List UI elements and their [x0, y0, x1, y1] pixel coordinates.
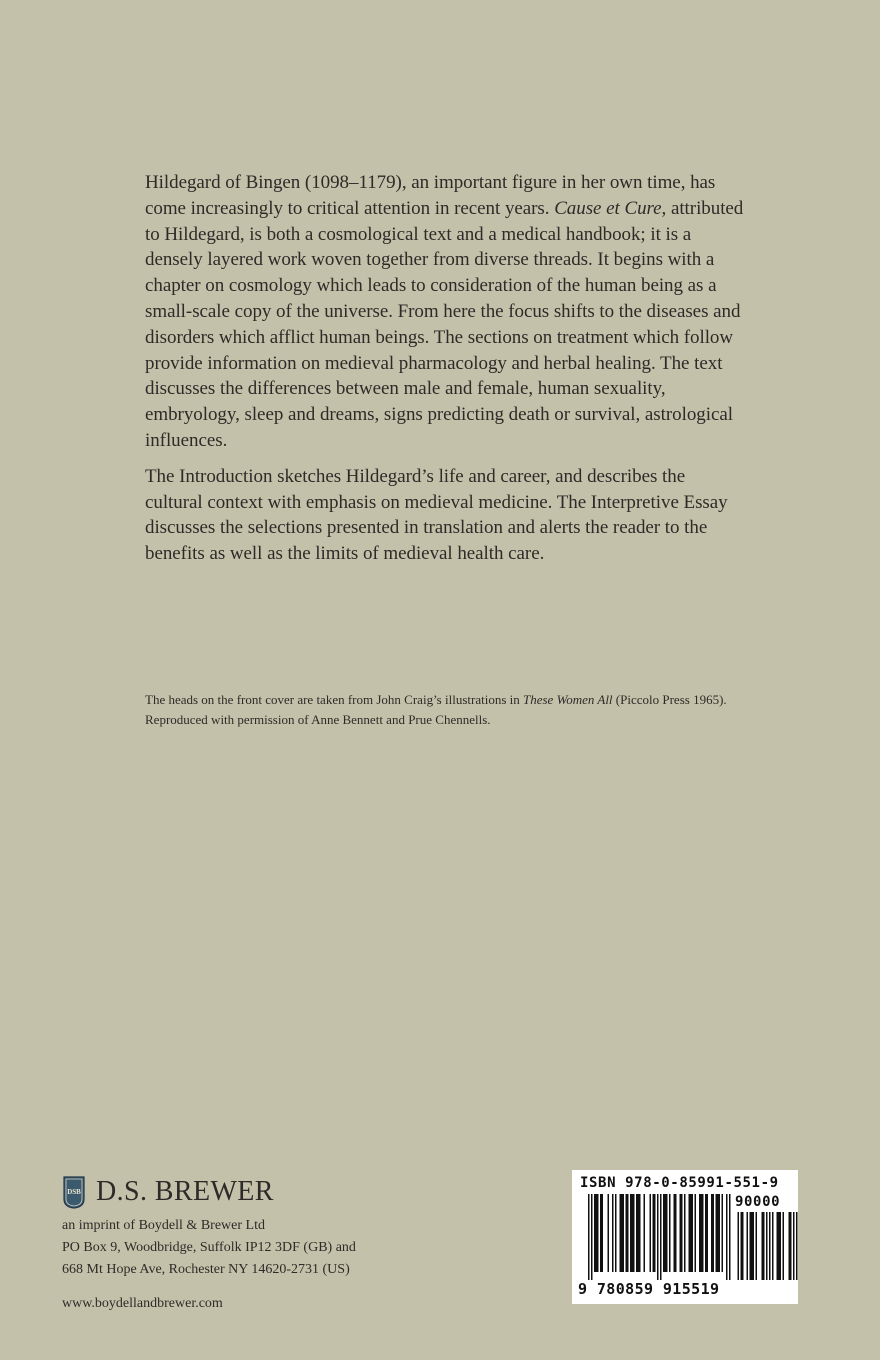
addon-bar [772, 1212, 774, 1280]
ean-bar [711, 1194, 713, 1272]
publisher-url: www.boydellandbrewer.com [62, 1296, 223, 1311]
addon-bar [766, 1212, 768, 1280]
ean-bar [716, 1194, 718, 1272]
addon-bar [763, 1212, 765, 1280]
address-gb: PO Box 9, Woodbridge, Suffolk IP12 3DF (GB) and [62, 1240, 356, 1255]
ean-bar [663, 1194, 665, 1272]
publisher-header [62, 1174, 482, 1210]
ean-bar [591, 1194, 593, 1280]
ean-bar [644, 1194, 646, 1272]
addon-bar [790, 1212, 792, 1280]
addon-bar [778, 1212, 780, 1280]
ean-bar [722, 1194, 724, 1272]
addon-bar [742, 1212, 744, 1280]
ean-bar [680, 1194, 682, 1272]
blurb-paragraph-1 [145, 170, 745, 454]
addon-bar [753, 1212, 755, 1280]
ean-digits-text: 9 780859 915519 [578, 1280, 720, 1298]
publisher-logo [62, 1175, 86, 1209]
blurb-paragraph-2: The Introduction sketches Hildegard’s life and career, and describes the cultural context with emphasis on medieval medicine. The Interpretive Essay discusses the selections presented in translation and alerts the reader to the benefits as well as the limits of medieval health care. [145, 465, 728, 565]
ean-bar [588, 1194, 590, 1280]
ean-bar [627, 1194, 629, 1272]
ean-bar [675, 1194, 677, 1272]
addon-bar [756, 1212, 758, 1280]
ean-bar [594, 1194, 596, 1272]
addon-bar [747, 1212, 749, 1280]
imprint-line: an imprint of Boydell & Brewer Ltd [62, 1218, 265, 1233]
ean-bar [660, 1194, 662, 1280]
ean-bar [639, 1194, 641, 1272]
ean-bar [666, 1194, 668, 1272]
ean-bar [621, 1194, 623, 1272]
ean-bar [633, 1194, 635, 1272]
ean-bar [657, 1194, 659, 1280]
addon-bar [783, 1212, 785, 1280]
ean-bar [596, 1194, 598, 1272]
publisher-address [62, 1215, 482, 1281]
book-title-italic: Cause et Cure [554, 197, 662, 219]
back-cover-blurb [145, 170, 745, 567]
publisher-block [62, 1174, 482, 1314]
ean-bar [681, 1194, 683, 1272]
ean-bar [669, 1194, 671, 1272]
ean-bar [615, 1194, 617, 1272]
ean-bar [729, 1194, 731, 1280]
publisher-name: D.S. BREWER [96, 1176, 274, 1207]
ean-bar [608, 1194, 610, 1272]
ean-bar [707, 1194, 709, 1272]
ean-bar [620, 1194, 622, 1272]
addon-bar [789, 1212, 791, 1280]
ean-bar [654, 1194, 656, 1272]
ean-bar [719, 1194, 721, 1272]
ean-bar [692, 1194, 694, 1272]
ean-bar [702, 1194, 704, 1272]
ean-bar [695, 1194, 697, 1272]
ean-bar [612, 1194, 614, 1272]
ean-bar [632, 1194, 634, 1272]
price-code-text: 90000 [735, 1194, 781, 1210]
ean-bar [626, 1194, 628, 1272]
isbn-barcode [572, 1170, 798, 1304]
addon-bar [762, 1212, 764, 1280]
addon-bar [793, 1212, 795, 1280]
ean-bar [600, 1194, 602, 1272]
ean-bar [690, 1194, 692, 1272]
ean-bar [699, 1194, 701, 1272]
ean-bar [650, 1194, 652, 1272]
ean-bar [597, 1194, 599, 1272]
ean-bar [689, 1194, 691, 1272]
addon-bar [738, 1212, 740, 1280]
credit-end: (Piccolo Press 1965). Reproduced with permission of Anne Bennett and Prue Chennells. [145, 692, 727, 727]
ean-bar [665, 1194, 667, 1272]
ean-bar [602, 1194, 604, 1272]
addon-bar [769, 1212, 771, 1280]
addon-bar [751, 1212, 753, 1280]
addon-bar [780, 1212, 782, 1280]
ean-bar [726, 1194, 728, 1280]
address-us: 668 Mt Hope Ave, Rochester NY 14620-2731 (US) [62, 1262, 350, 1277]
cover-credit-note [145, 690, 765, 730]
blurb-p1-start: Hildegard of Bingen (1098–1179), an important figure in her own time, has come increasingly to critical attention in recent years. [145, 172, 716, 219]
ean-bar [653, 1194, 655, 1272]
ean-bar [713, 1194, 715, 1272]
ean-bar [717, 1194, 719, 1272]
credit-title: These Women All [522, 692, 613, 707]
ean-bar [638, 1194, 640, 1272]
ean-bar [705, 1194, 707, 1272]
ean-bar [684, 1194, 686, 1272]
isbn-text: ISBN 978-0-85991-551-9 [580, 1175, 779, 1191]
ean-bar [630, 1194, 632, 1272]
ean-bar [623, 1194, 625, 1272]
addon-bar [741, 1212, 743, 1280]
ean-bar [674, 1194, 676, 1272]
addon-bar [777, 1212, 779, 1280]
addon-bar [750, 1212, 752, 1280]
logo-letters: DSB [67, 1188, 81, 1196]
ean-bar [636, 1194, 638, 1272]
credit-start: The heads on the front cover are taken from John Craig’s illustrations in [145, 692, 523, 707]
blurb-p1-rest: , attributed to Hildegard, is both a cosmological text and a medical handbook; it is a densely layered work woven together from diverse threads. It begins with a chapter on cosmology which leads to consideration of the human being as a small-scale copy of the universe. From here the focus shifts to the diseases and disorders which afflict human beings. The sections on treatment which follow provide information on medieval pharmacology and herbal healing. The text discusses the differences between male and female, human sexuality, embryology, sleep and dreams, signs predicting death or survival, astrological influences. [145, 197, 744, 451]
addon-bar [796, 1212, 798, 1280]
ean-bar [701, 1194, 703, 1272]
